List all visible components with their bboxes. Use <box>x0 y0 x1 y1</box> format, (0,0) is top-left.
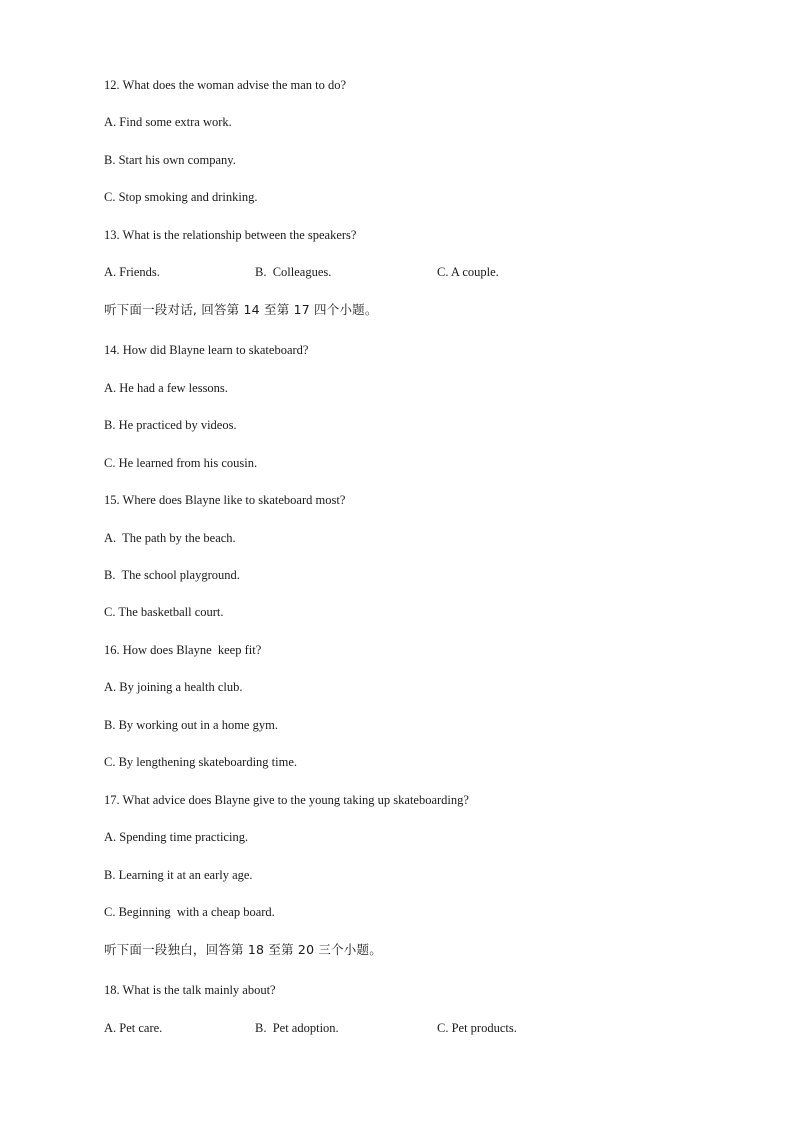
question-12: 12. What does the woman advise the man to do? <box>104 78 347 92</box>
question-16: 16. How does Blayne keep fit? <box>104 643 262 657</box>
question-14: 14. How did Blayne learn to skateboard? <box>104 343 309 357</box>
q15-option-c: C. The basketball court. <box>104 605 224 619</box>
q13-option-c: C. A couple. <box>437 265 499 279</box>
question-15: 15. Where does Blayne like to skateboard most? <box>104 493 346 507</box>
q15-option-b: B. The school playground. <box>104 568 240 582</box>
q17-option-a: A. Spending time practicing. <box>104 830 249 844</box>
question-13: 13. What is the relationship between the speakers? <box>104 228 357 242</box>
q14-option-b: B. He practiced by videos. <box>104 418 237 432</box>
q12-option-b: B. Start his own company. <box>104 153 236 167</box>
question-18: 18. What is the talk mainly about? <box>104 983 276 997</box>
section-instruction-14-17: 听下面一段对话, 回答第 14 至第 17 四个小题。 <box>104 302 378 317</box>
q16-option-c: C. By lengthening skateboarding time. <box>104 755 298 769</box>
q18-option-a: A. Pet care. <box>104 1021 163 1035</box>
q16-option-a: A. By joining a health club. <box>104 680 243 694</box>
q13-option-a: A. Friends. <box>104 265 160 279</box>
q13-option-b: B. Colleagues. <box>255 265 332 279</box>
q18-option-b: B. Pet adoption. <box>255 1021 339 1035</box>
q12-option-c: C. Stop smoking and drinking. <box>104 190 258 204</box>
q18-option-c: C. Pet products. <box>437 1021 517 1035</box>
q15-option-a: A. The path by the beach. <box>104 531 236 545</box>
q16-option-b: B. By working out in a home gym. <box>104 718 278 732</box>
q17-option-c: C. Beginning with a cheap board. <box>104 905 275 919</box>
section-instruction-18-20: 听下面一段独白，回答第 18 至第 20 三个小题。 <box>104 942 382 957</box>
q14-option-c: C. He learned from his cousin. <box>104 456 258 470</box>
question-17: 17. What advice does Blayne give to the young taking up skateboarding? <box>104 793 469 807</box>
q17-option-b: B. Learning it at an early age. <box>104 868 253 882</box>
q12-option-a: A. Find some extra work. <box>104 115 232 129</box>
q14-option-a: A. He had a few lessons. <box>104 381 228 395</box>
